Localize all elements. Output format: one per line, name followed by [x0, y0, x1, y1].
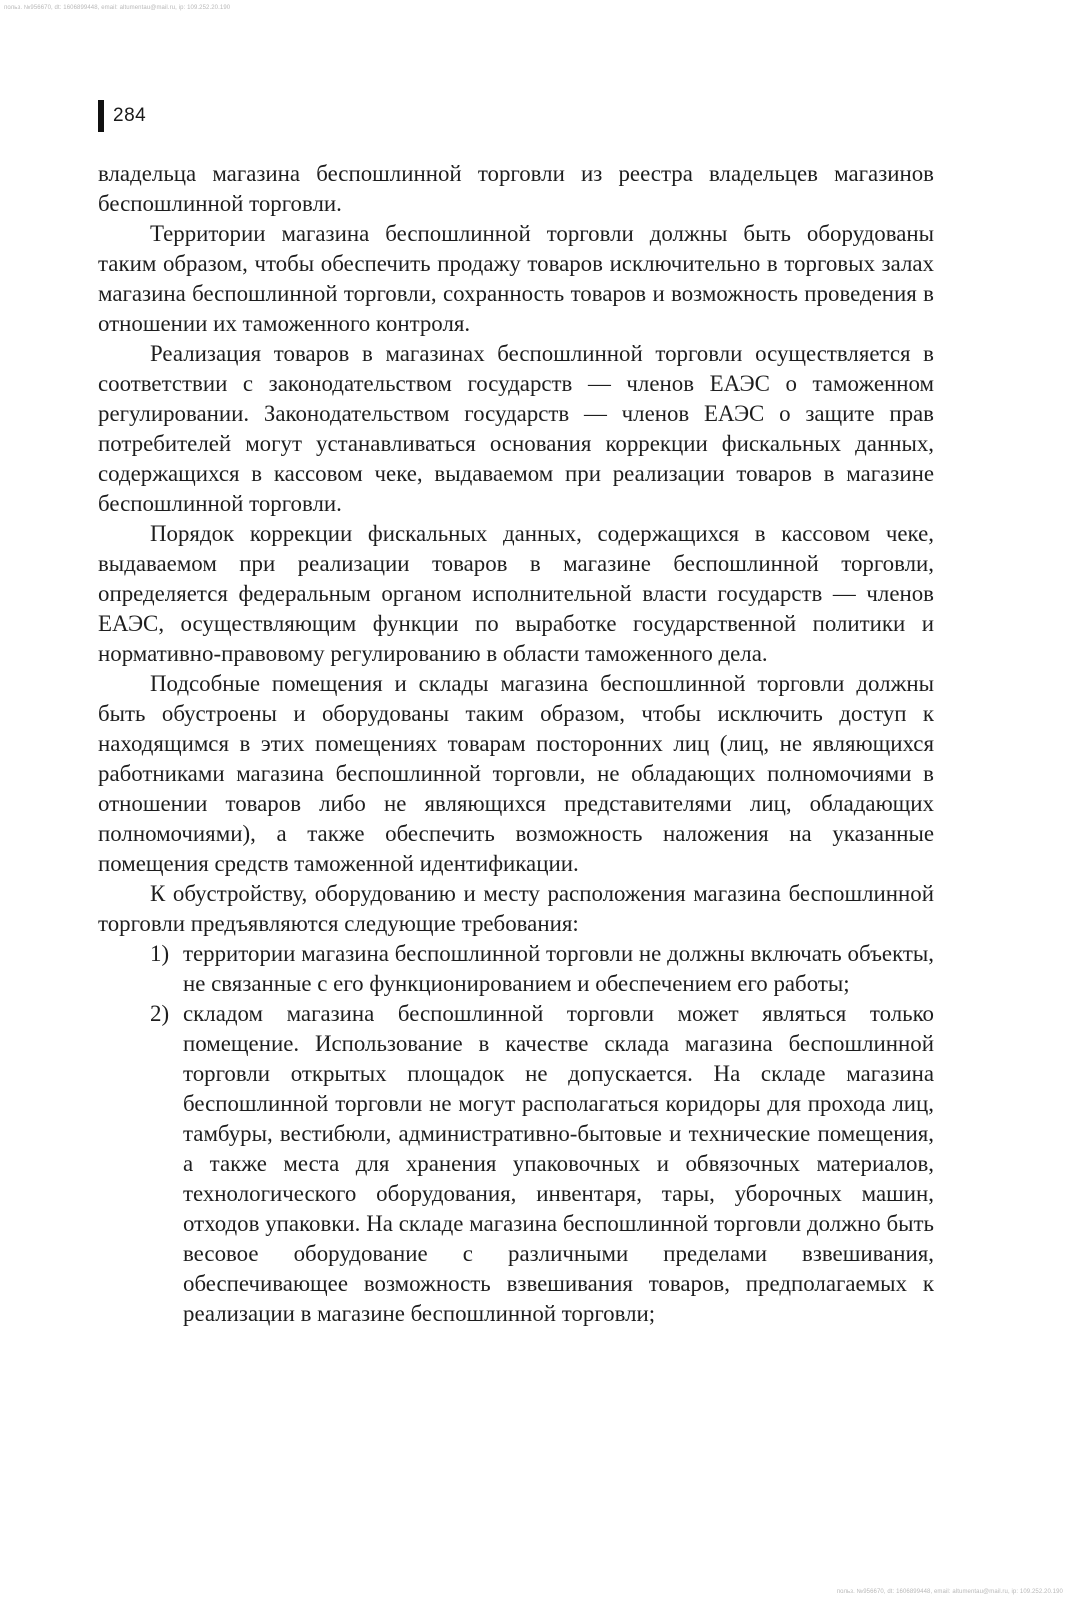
watermark-bottom: польз. №956670, dt: 1606899448, email: altumentau@mail.ru, ip: 109.252.20.190 — [836, 1589, 1063, 1595]
requirements-list — [98, 939, 934, 1329]
page-number: 284 — [113, 105, 147, 126]
paragraph: Порядок коррекции фискальных данных, содержащихся в кассовом чеке, выдаваемом при реализации товаров в магазине беспошлинной торговли, определяется федеральным органом исполнительной власти государств — членов ЕАЭС, осуществляющим функции по выработке государственной политики и нормативно-правовому регулированию в области таможенного дела. — [98, 521, 934, 666]
list-item — [98, 999, 934, 1329]
page-header — [98, 100, 146, 132]
list-item-text: территории магазина беспошлинной торговли не должны включать объекты, не связанные с его функционированием и обеспечением его работы; — [183, 941, 934, 996]
page-body — [98, 159, 934, 1329]
paragraph: владельца магазина беспошлинной торговли из реестра владельцев магазинов беспошлинной торговли. — [98, 161, 934, 216]
list-item-text: складом магазина беспошлинной торговли может являться только помещение. Использование в качестве склада магазина беспошлинной торговли открытых площадок не допускается. На складе магазина беспошлинной торговли не могут располагаться коридоры для прохода лиц, тамбуры, вестибюли, административно-бытовые и технические помещения, а также места для хранения упаковочных и обвязочных материалов, технологического оборудования, инвентаря, тары, уборочных машин, отходов упаковки. На складе магазина беспошлинной торговли должно быть весовое оборудование с различными пределами взвешивания, обеспечивающее возможность взвешивания товаров, предполагаемых к реализации в магазине беспошлинной торговли; — [183, 1001, 934, 1326]
paragraph: К обустройству, оборудованию и месту расположения магазина беспошлинной торговли предъявляются следующие требования: — [98, 881, 934, 936]
paragraph: Подсобные помещения и склады магазина беспошлинной торговли должны быть обустроены и оборудованы таким образом, чтобы исключить доступ к находящимся в этих помещениях товарам посторонних лиц (лиц, не являющихся работниками магазина беспошлинной торговли, не обладающих полномочиями в отношении товаров либо не являющихся представителями лиц, обладающих полномочиями), а также обеспечить возможность наложения на указанные помещения средств таможенной идентификации. — [98, 671, 934, 876]
list-item-number: 2) — [150, 1001, 170, 1026]
list-item — [98, 939, 934, 999]
header-bar — [98, 100, 104, 132]
paragraph: Территории магазина беспошлинной торговли должны быть оборудованы таким образом, чтобы обеспечить продажу товаров исключительно в торговых залах магазина беспошлинной торговли, сохранность товаров и возможность проведения в отношении их таможенного контроля. — [98, 221, 934, 336]
list-item-number: 1) — [150, 941, 170, 966]
paragraph: Реализация товаров в магазинах беспошлинной торговли осуществляется в соответствии с законодательством государств — членов ЕАЭС о таможенном регулировании. Законодательством государств — членов ЕАЭС о защите прав потребителей могут устанавливаться основания коррекции фискальных данных, содержащихся в кассовом чеке, выдаваемом при реализации товаров в магазине беспошлинной торговли. — [98, 341, 934, 516]
watermark-top: польз. №956670, dt: 1606899448, email: altumentau@mail.ru, ip: 109.252.20.190 — [4, 5, 231, 11]
